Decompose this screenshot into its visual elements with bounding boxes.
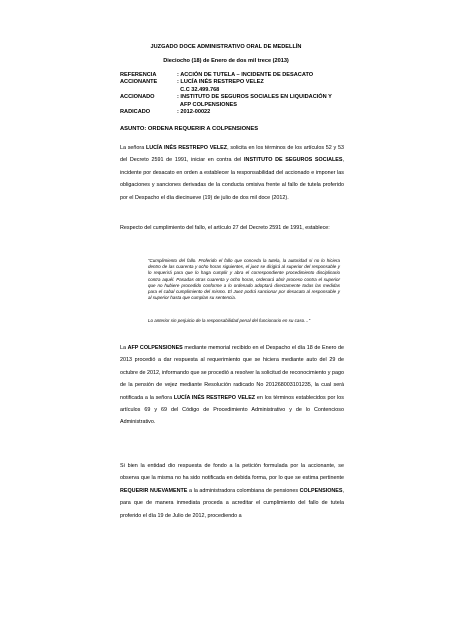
court-name: JUZGADO DOCE ADMINISTRATIVO ORAL DE MEDELLÍN [150, 44, 302, 50]
reference-row [120, 102, 417, 109]
paragraph-require-again: Si bien la entidad dio respuesta de fondo a la petición formulada por la accionante, se observa que la misma no ha sido notificada en debida forma, por lo que se estima pertinente REQUERIR NUEVAMENTE a la administradora colombiana de pensiones COLPENSIONES, para que de manera inmediata proceda a acreditar el cumplimiento del fallo de tutela proferido el día 19 de Julio de 2012, procediendo a [120, 463, 344, 519]
reference-label: ACCIONANTE [120, 79, 158, 86]
reference-row [120, 79, 417, 86]
reference-label: REFERENCIA [120, 72, 157, 78]
quote-article-27-end: Lo anterior sin perjuicio de la responsabilidad penal del funcionario en su caso…” [148, 318, 311, 323]
reference-label: RADICADO [120, 109, 151, 116]
reference-value: C.C 32.499.768 [177, 86, 220, 93]
reference-value: AFP COLPENSIONES [177, 101, 237, 108]
reference-value: : ACCIÓN DE TUTELA – INCIDENTE DE DESACATO [177, 72, 314, 78]
reference-row [120, 109, 417, 116]
paragraph-colpensiones-response: La AFP COLPENSIONES mediante memorial recibido en el Despacho el día 18 de Enero de 2013 procedió a dar respuesta al requerimiento que se hiciera mediante auto del 29 de octubre de 2012, informando que se procedió a resolver la solicitud de reconocimiento y pago de la pensión de vejez mediante Resolución radicado No 201268003101235, la cual será notificada a la señora LUCÍA INÉS RESTREPO VELEZ en los términos establecidos por los artículos 69 y 69 del Código de Procedimiento Administrativo y de lo Contencioso Administrativo. [120, 345, 344, 426]
paragraph-article-27: Respecto del cumplimiento del fallo, el artículo 27 del Decreto 2591 de 1991, establece: [120, 225, 330, 231]
document-date: Dieciocho (18) de Enero de dos mil trece (2013) [163, 58, 289, 64]
paragraph-petition: La señora LUCÍA INÉS RESTREPO VELEZ, solicita en los términos de los artículos 52 y 53 del Decreto 2591 de 1991, iniciar en contra del INSTITUTO DE SEGUROS SOCIALES, incidente por desacato en orden a establecer la responsabilidad del accionado e imponer las obligaciones y sanciones derivadas de la conducta omisiva frente al fallo de tutela proferido por el Despacho el día diecinueve (19) de julio de dos mil doce (2012). [120, 145, 344, 201]
reference-label [120, 87, 177, 94]
reference-row [120, 72, 417, 79]
reference-block [120, 72, 417, 116]
quote-article-27: “Cumplimiento del fallo. Proferido el fallo que conceda la tutela, la autoridad si no lo hiciera dentro de las cuarenta y ocho horas siguientes, el juez se dirigirá al superior del responsable y lo requerirá para que lo haga cumplir y abra el correspondiente procedimiento disciplinario contra aquél. Pasadas otras cuarenta y ocho horas, ordenará abrir proceso contra el superior que no hubiere procedido conforme a lo ordenado adoptará directamente todas las medidas para el cabal cumplimiento del mismo. El Juez podrá sancionar por desacato al responsable y al superior hasta que cumplan su sentencia. [148, 258, 340, 301]
subject-line: ASUNTO: ORDENA REQUERIR A COLPENSIONES [120, 126, 259, 132]
reference-row [120, 94, 417, 101]
reference-value: : LUCÍA INÉS RESTREPO VELEZ [177, 79, 264, 86]
reference-label: ACCIONADO [120, 94, 155, 101]
reference-value: : 2012-00022 [177, 109, 211, 116]
reference-label [120, 102, 177, 109]
reference-value: : INSTITUTO DE SEGUROS SOCIALES EN LIQUIDACIÓN Y [177, 94, 332, 101]
